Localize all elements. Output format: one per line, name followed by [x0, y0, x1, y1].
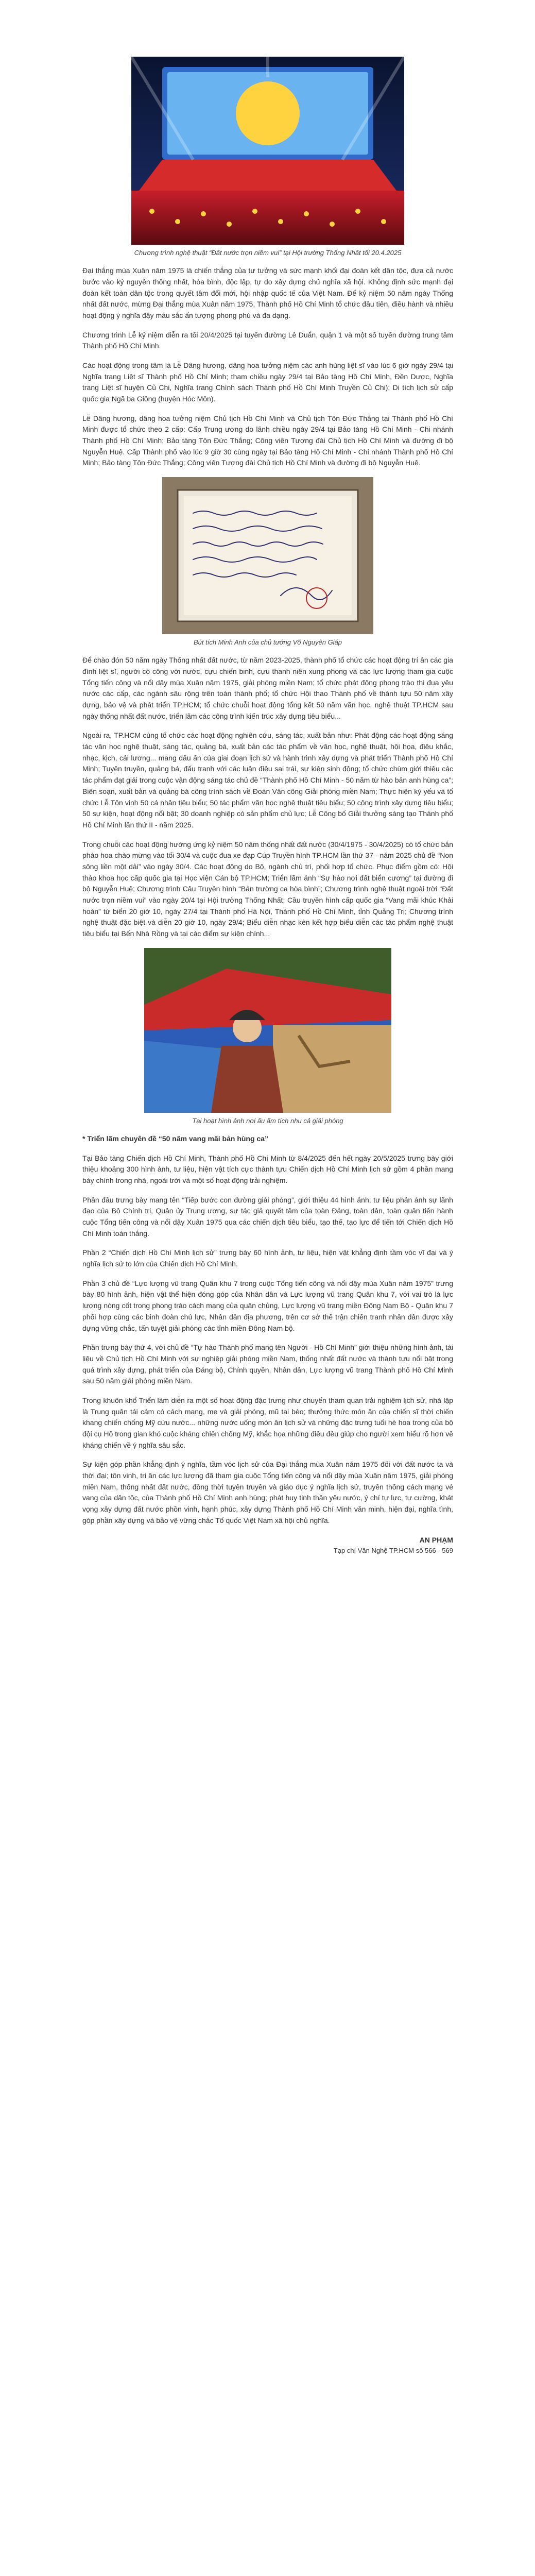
paragraph: Phần 3 chủ đề “Lực lượng vũ trang Quân khu 7 trong cuộc Tổng tiến công và nổi dậy mùa Xuân năm 1975” trưng bày 80 hình ảnh, hiện vật thể hiện đóng góp của Nhân dân và Lực lượng vũ trang Quân khu 7, với vai trò là lực lượng nòng cốt trong phong trào cách mạng của quân chủng, Lực lượng vũ trang miền Đông Nam Bộ - Quân khu 7 phối hợp cùng các binh đoàn chủ lực, Nhân dân địa phương, trên cơ sở thế trận chiến tranh nhân dân được xây dựng vững chắc, tấn tuyệt giải phóng các tỉnh miền Đông Nam bộ.	[82, 1279, 453, 1332]
paragraph: Để chào đón 50 năm ngày Thống nhất đất nước, từ năm 2023-2025, thành phố tổ chức các hoạt động trí ân các gia đình liệt sĩ, người có công với nước, cựu chiến binh, cựu thanh niên xung phong và các lực lượng tham gia cuộc Tổng tiến công và nổi dậy mùa Xuân năm 1975, giải phóng miền Nam; tổ chức phát động phong trào thi đua yêu nước các cấp, các ngành sâu rộng trên toàn thành phố; tổ chức Hội thao Thành phố về thành tựu 50 năm xây dựng, bảo vệ và phát triển TP.HCM; tổ chức chuỗi hoạt động tổng kết 50 năm văn học, nghệ thuật TP.HCM sau ngày thống nhất đất nước, triển lãm các công trình kiến trúc xây dựng tiêu biểu...	[82, 656, 453, 720]
article	[82, 0, 453, 1556]
figure-vendor	[144, 948, 391, 1126]
figure-caption: Chương trình nghệ thuật “Đất nước trọn niềm vui” tại Hội trường Thống Nhất tối 20.4.2025	[134, 249, 402, 257]
figure-caption: Bút tích Minh Anh của chủ tướng Võ Nguyên Giáp	[193, 638, 342, 647]
paragraph: Trong chuỗi các hoạt động hướng ứng kỷ niệm 50 năm thống nhất đất nước (30/4/1975 - 30/4/2025) có tổ chức bắn pháo hoa chào mừng vào tối 30/4 và cuộc đua xe đạp Cúp Truyền hình TP.HCM lần thứ 37 - năm 2025 chủ đề “Non sông liền một dải” vào ngày 30/4. Các hoạt động do Bộ, ngành chủ trì, phối hợp tổ chức. Phục điểm gồm có: Hội thảo khoa học cấp quốc gia tại Học viện Cán bộ TP.HCM; Triển lãm ảnh “Sự hào nơi đất biển cương” tại đường đi bộ Nguyễn Huệ; Chương trình Câu Truyền hình “Bản trường ca hòa bình”; Chương trình nghệ thuật ngoài trời “Đất nước trọn niềm vui” vào ngày 20/4 tại Hội trường Thống Nhất; Cầu truyền hình cấp quốc gia “Vang mãi khúc Khải hoàn” từ biển 20 giờ 10, ngày 27/4 tại Thành phố Hà Nội, Thành phố Hồ Chí Minh, tỉnh Quảng Trị; Chương trình nghệ thuật đặc biệt và diễn 20 giờ 10, ngày 29/4; Biểu diễn nhạc kèn kết hợp biểu diễn các tác phẩm nghệ thuật tiêu biểu tại Bến Nhà Rồng và tại các điểm sự kiện chính...	[82, 840, 454, 938]
vendor-photo	[144, 948, 391, 1113]
paragraph: Chương trình Lễ kỷ niệm diễn ra tối 20/4/2025 tại tuyến đường Lê Duẩn, quận 1 và một số tuyến đường trung tâm Thành phố Hồ Chí Minh.	[82, 330, 453, 350]
paragraph: Ngoài ra, TP.HCM cùng tổ chức các hoạt động nghiên cứu, sáng tác, xuất bản như: Phát động các hoạt động sáng tác văn học nghệ thuật, sáng tác, quảng bá, xuất bản các tác phẩm về văn học, nghệ thuật, hội họa, điêu khắc, nhạc, kịch, cải lương... mang dấu ấn của giai đoạn lịch sử và hành trình xây dựng và phát triển Thành phố Hồ Chí Minh; Tuyên truyền, quảng bá, đấu tranh với các luận điệu sai trái, sự kiện sinh động; tổ chức chùm giới thiệu các tác phẩm đạt giải trong cuộc vận động sáng tác chủ đề “Thành phố Hồ Chí Minh - 50 năm từ hào bản anh hùng ca”; Biên soạn, xuất bản và quảng bá công trình sách về Đoàn Văn công Giải phóng miền Nam; Thực hiện ký yếu và tổ chức Lễ Tôn vinh 50 cá nhân tiêu biểu; 50 tác phẩm văn học nghệ thuật tiêu biểu; 50 công trình xây dựng tiêu biểu; 50 sự kiện, hoạt động nổi bật; 30 doanh nghiệp có sản phẩm chủ lực; Lễ Công bố Giải thưởng sáng tạo Thành phố Hồ Chí Minh lần thứ II - năm 2025.	[82, 731, 453, 829]
paragraph: Phần đầu trưng bày mang tên “Tiếp bước con đường giải phóng”, giới thiệu 44 hình ảnh, tư liệu phản ánh sự lãnh đạo của Bộ Chính trị, Quân ủy Trung ương, sự tác giả quyết tâm của toàn Đảng, toàn dân, toàn quân tiến hành cuộc Tổng tiến công và nổi dậy Xuân 1975 qua các chiến dịch tiêu biểu, tạo thế, tạo lực để tiến tới Chiến dịch Hồ Chí Minh toàn thắng.	[82, 1195, 453, 1238]
stage-photo	[131, 57, 404, 245]
paragraph: Phần 2 “Chiến dịch Hồ Chí Minh lịch sử” trưng bày 60 hình ảnh, tư liệu, hiện vật khẳng định tầm vóc vĩ đại và ý nghĩa lịch sử to lớn của Chiến dịch Hồ Chí Minh.	[82, 1248, 453, 1268]
paragraph: Lễ Dâng hương, dâng hoa tưởng niệm Chủ tịch Hồ Chí Minh và Chủ tịch Tôn Đức Thắng tại Thành phố Hồ Chí Minh được tổ chức theo 2 cấp: Cấp Trung ương do lãnh chiều ngày 29/4 tại Bảo tàng Hồ Chí Minh - Chi nhánh Thành phố Hồ Chí Minh; Bảo tàng Tôn Đức Thắng; Công viên Tượng đài Chủ tịch Hồ Chí Minh và đường đi bộ Nguyễn Huệ. Cấp Thành phố vào lúc 9 giờ 30 cùng ngày tại Bảo tàng Hồ Chí Minh - Chi nhánh Thành phố Hồ Chí Minh; Bảo tàng Tôn Đức Thắng; Công viên Tượng đài Chủ tịch Hồ Chí Minh và đường đi bộ Nguyễn Huệ.	[82, 414, 453, 467]
paragraph: Phần trưng bày thứ 4, với chủ đề “Tự hào Thành phố mang tên Người - Hồ Chí Minh” giới thiệu những hình ảnh, tài liệu về Chủ tịch Hồ Chí Minh với sự nghiệp giải phóng miền Nam, thống nhất đất nước và thành tựu nổi bật trong quá trình xây dựng, phát triển của Đảng bộ, Chính quyền, Nhân dân, Lực lượng vũ trang Thành phố Hồ Chí Minh sau 50 năm giải phóng miền Nam.	[82, 1343, 453, 1385]
figure-stage	[131, 57, 404, 258]
author-name: AN PHẠM	[419, 1535, 453, 1544]
figure-caption: Tại hoạt hình ảnh nơi ấu ấm tích nhu cả giải phóng	[192, 1116, 343, 1125]
vendor-photo-graphic	[144, 948, 391, 1113]
paragraph: Tại Bảo tàng Chiến dịch Hồ Chí Minh, Thành phố Hồ Chí Minh từ 8/4/2025 đến hết ngày 20/5/2025 trưng bày giới thiệu khoảng 300 hình ảnh, tư liệu, hiện vật tích cực thành tựu Chiến dịch Hồ Chí Minh lịch sử gồm 4 phần mang bày chính trong nhà, ngoài trời và một số hoạt động trải nghiệm.	[82, 1154, 453, 1184]
figure-letter	[162, 477, 373, 648]
paragraph: Sự kiện góp phần khẳng định ý nghĩa, tầm vóc lịch sử của Đại thắng mùa Xuân năm 1975 đối với đất nước ta và thời đại; tôn vinh, tri ân các lực lượng đã tham gia cuộc Tổng tiến công và nổi dậy mùa Xuân năm 1975, giải phóng miền Nam, thống nhất đất nước, đồng thời tuyên truyền và giáo dục ý nghĩa lịch sử, truyền thống cách mạng vẻ vang của dân tộc, của Thành phố Hồ Chí Minh anh hùng; phát huy tinh thần yêu nước, ý chí tự lực, tự cường, khát vọng xây dựng đất nước phồn vinh, hạnh phúc, xây dựng Thành phố Hồ Chí Minh văn minh, hiện đại, nghĩa tình, góp phần xây dựng và bảo vệ vững chắc Tổ quốc Việt Nam xã hội chủ nghĩa.	[82, 1460, 453, 1524]
section-heading: * Triển lãm chuyên đề “50 năm vang mãi bản hùng ca”	[82, 1134, 268, 1143]
letter-photo	[162, 477, 373, 634]
paragraph: Đại thắng mùa Xuân năm 1975 là chiến thắng của tư tưởng và sức mạnh khối đại đoàn kết dân tộc, đưa cả nước bước vào kỷ nguyên thống nhất, hòa bình, độc lập, tự do xây dựng chủ nghĩa xã hội. Không định sức mạnh đại đoàn kết toàn dân tộc trong quyết tâm đổi mới, hội nhập quốc tế của Việt Nam. Để kỷ niệm 50 năm ngày Thống nhất đất nước, mừng Đại thắng mùa Xuân năm 1975, Thành phố Hồ Chí Minh tổ chức đầu tiên, điều hành và nhiều hoạt động ý nghĩa đậy màu sắc ấn tượng phong phú và đa dạng.	[82, 266, 453, 319]
article-source: Tạp chí Văn Nghệ TP.HCM số 566 - 569	[333, 1547, 453, 1555]
letter-photo-graphic	[162, 477, 373, 634]
paragraph: Các hoạt động trong tâm là Lễ Dâng hương, dâng hoa tưởng niệm các anh hùng liệt sĩ vào lúc 6 giờ ngày 29/4 tại Nghĩa trang Liệt sĩ Thành phố Hồ Chí Minh; tham chiều ngày 29/4 tại Bảo tàng Hồ Chí Minh, Đền Dược, Nghĩa trang Liệt sĩ huyện Củ Chi, Nghĩa trang Chính sách Thành phố Hồ Chí Minh Truyền Củ Chi); Di tích lịch sử cấp quốc gia Ngã ba Giồng (huyện Hóc Môn).	[82, 361, 453, 403]
stage-photo-graphic	[131, 57, 404, 245]
paragraph: Trong khuôn khổ Triển lãm diễn ra một số hoạt động đặc trưng như chuyến tham quan trải nghiệm lịch sử, nhà lập là Trung quân tái cám có cách mạng, mẹ và giải phóng, mũ tai bèo; thưởng thức món ăn của chiến sĩ thời chiến khang chiến chống Mỹ cứu nước... những nước uống món ăn lịch sử và những đặc trưng tuổi hè hoa trong của bộ đội cụ Hồ trong gian khó cuộc kháng chiến chống Mỹ, khắc họa những điều đều giúp cho người xem hiểu rõ hơn về kháng chiến về ý nghĩa sâu sắc.	[82, 1396, 453, 1449]
